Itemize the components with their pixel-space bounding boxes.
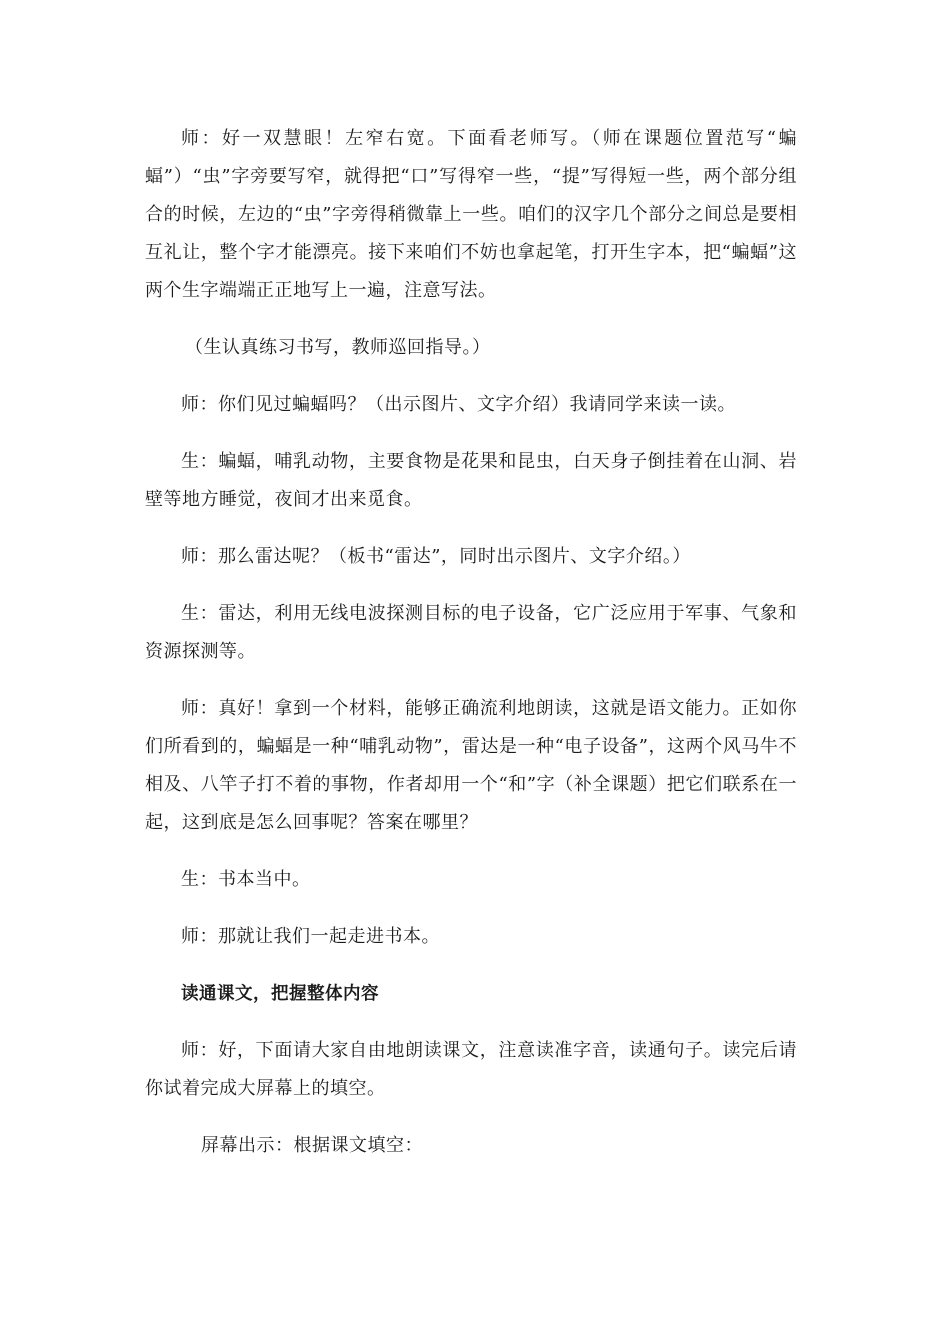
paragraph-student-radar: 生：雷达，利用无线电波探测目标的电子设备，它广泛应用于军事、气象和资源探测等。 xyxy=(145,603,797,662)
paragraph-teacher-question-radar: 师：那么雷达呢？（板书“雷达”，同时出示图片、文字介绍。） xyxy=(181,546,691,567)
paragraph-teacher-comment: 师：真好！拿到一个材料，能够正确流利地朗读，这就是语文能力。正如你们所看到的，蝙蝠是一种“哺乳动物”，雷达是一种“电子设备”，这两个风马牛不相及、八竿子打不着的事物，作者却用一个“和”字（补全课题）把它们联系在一起，这到底是怎么回事呢？答案在哪里？ xyxy=(145,698,797,833)
paragraph-teacher-writing-demo: 师：好一双慧眼！左窄右宽。下面看老师写。（师在课题位置范写“蝙蝠”）“虫”字旁要写窄，就得把“口”写得窄一些，“提”写得短一些，两个部分组合的时候，左边的“虫”字旁得稍微靠上一些。咱们的汉字几个部分之间总是要相互礼让，整个字才能漂亮。接下来咱们不妨也拿起笔，打开生字本，把“蝙蝠”这两个生字端端正正地写上一遍，注意写法。 xyxy=(145,128,797,301)
document-page xyxy=(145,120,797,1184)
paragraph-teacher-question-bat: 师：你们见过蝙蝠吗？（出示图片、文字介绍）我请同学来读一读。 xyxy=(181,394,736,415)
paragraph-screen-prompt: 屏幕出示：根据课文填空： xyxy=(201,1135,423,1156)
paragraph-student-answer: 生：书本当中。 xyxy=(181,869,311,890)
paragraph-teacher-instruction: 师：好，下面请大家自由地朗读课文，注意读准字音，读通句子。读完后请你试着完成大屏幕上的填空。 xyxy=(145,1040,797,1099)
paragraph-student-bat: 生：蝙蝠，哺乳动物，主要食物是花果和昆虫，白天身子倒挂着在山洞、岩壁等地方睡觉，夜间才出来觅食。 xyxy=(145,451,797,510)
paragraph-stage-direction: （生认真练习书写，教师巡回指导。） xyxy=(185,337,491,358)
section-heading: 读通课文，把握整体内容 xyxy=(181,984,379,1004)
paragraph-teacher-lead-in: 师：那就让我们一起走进书本。 xyxy=(181,926,440,947)
